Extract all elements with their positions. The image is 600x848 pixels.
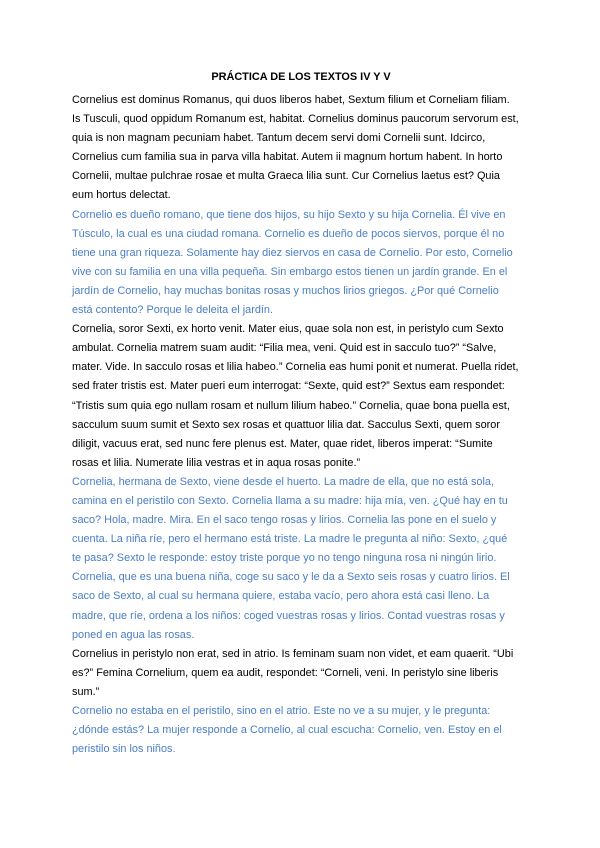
- spanish-paragraph-2: Cornelia, hermana de Sexto, viene desde el huerto. La madre de ella, que no está sola, camina en el peristilo con Sexto. Cornelia llama a su madre: hija mía, ven. ¿Qué hay en tu saco? Hola, madre. Mira. En el saco tengo rosas y lirios. Cornelia las pone en el suelo y cuenta. La niña ríe, pero el hermano está triste. La madre le pregunta al niño: Sexto, ¿qué te pasa? Sexto le responde: estoy triste porque yo no tengo ninguna rosa ni ningún lirio. Cornelia, que es una buena niña, coge su saco y le da a Sexto seis rosas y cuatro lirios. El saco de Sexto, al cual su hermana quiere, estaba vacío, pero ahora está casi lleno. La madre, que ríe, ordena a los niños: coged vuestras rosas y lirios. Contad vuestras rosas y poned en agua las rosas.: [72, 475, 510, 641]
- latin-paragraph-3: Cornelius in peristylo non erat, sed in atrio. Is feminam suam non videt, et eam quaerit. “Ubi es?” Femina Cornelium, quem ea audit, respondet: “Corneli, veni. In peristylo sine liberis sum.”: [72, 647, 514, 698]
- document-page: [72, 68, 530, 759]
- latin-paragraph-2: Cornelia, soror Sexti, ex horto venit. Mater eius, quae sola non est, in peristylo cum Sexto ambulat. Cornelia matrem suam audit: “Filia mea, veni. Quid est in sacculo tuo?” “Salve, mater. Vide. In sacculo rosas et lilia habeo.” Cornelia eas humi ponit et numerat. Puella ridet, sed frater tristis est. Mater pueri eum interrogat: “Sexte, quid est?” Sextus eam respondet: “Tristis sum quia ego nullam rosam et nullum lilium habeo.” Cornelia, quae bona puella est, sacculum suum sumit et Sexto sex rosas et quattuor lilia dat. Sacculus Sexti, quem soror diligit, vacuus erat, sed nunc fere plenus est. Mater, quae ridet, liberos imperat: “Sumite rosas et lilia. Numerate lilia vestras et in aqua rosas ponite.”: [72, 323, 519, 469]
- latin-paragraph-1: Cornelius est dominus Romanus, qui duos liberos habet, Sextum filium et Corneliam filiam. Is Tusculi, quod oppidum Romanum est, habitat. Cornelius dominus paucorum servorum est, quia is non magnam pecuniam habet. Tantum decem servi domi Cornelii sunt. Idcirco, Cornelius cum familia sua in parva villa habitat. Autem ii magnum hortum habent. In horto Cornelii, multae pulchrae rosae et multa Graeca lilia sunt. Cur Cornelius laetus est? Quia eum hortus delectat.: [72, 94, 519, 202]
- spanish-paragraph-3: Cornelio no estaba en el peristilo, sino en el atrio. Este no ve a su mujer, y le pregunta: ¿dónde estás? La mujer responde a Cornelio, al cual escucha: Cornelio, ven. Estoy en el peristilo sin los niños.: [72, 705, 502, 756]
- spanish-paragraph-1: Cornelio es dueño romano, que tiene dos hijos, su hijo Sexto y su hija Cornelia. Él vive en Túsculo, la cual es una ciudad romana. Cornelio es dueño de pocos siervos, porque él no tiene una gran riqueza. Solamente hay diez siervos en casa de Cornelio. Por esto, Cornelio vive con su familia en una villa pequeña. Sin embargo estos tienen un jardín grande. En el jardín de Cornelio, hay muchas bonitas rosas y muchos lirios griegos. ¿Por qué Cornelio está contento? Porque le deleita el jardín.: [72, 208, 513, 317]
- document-title: PRÁCTICA DE LOS TEXTOS IV Y V: [211, 71, 391, 83]
